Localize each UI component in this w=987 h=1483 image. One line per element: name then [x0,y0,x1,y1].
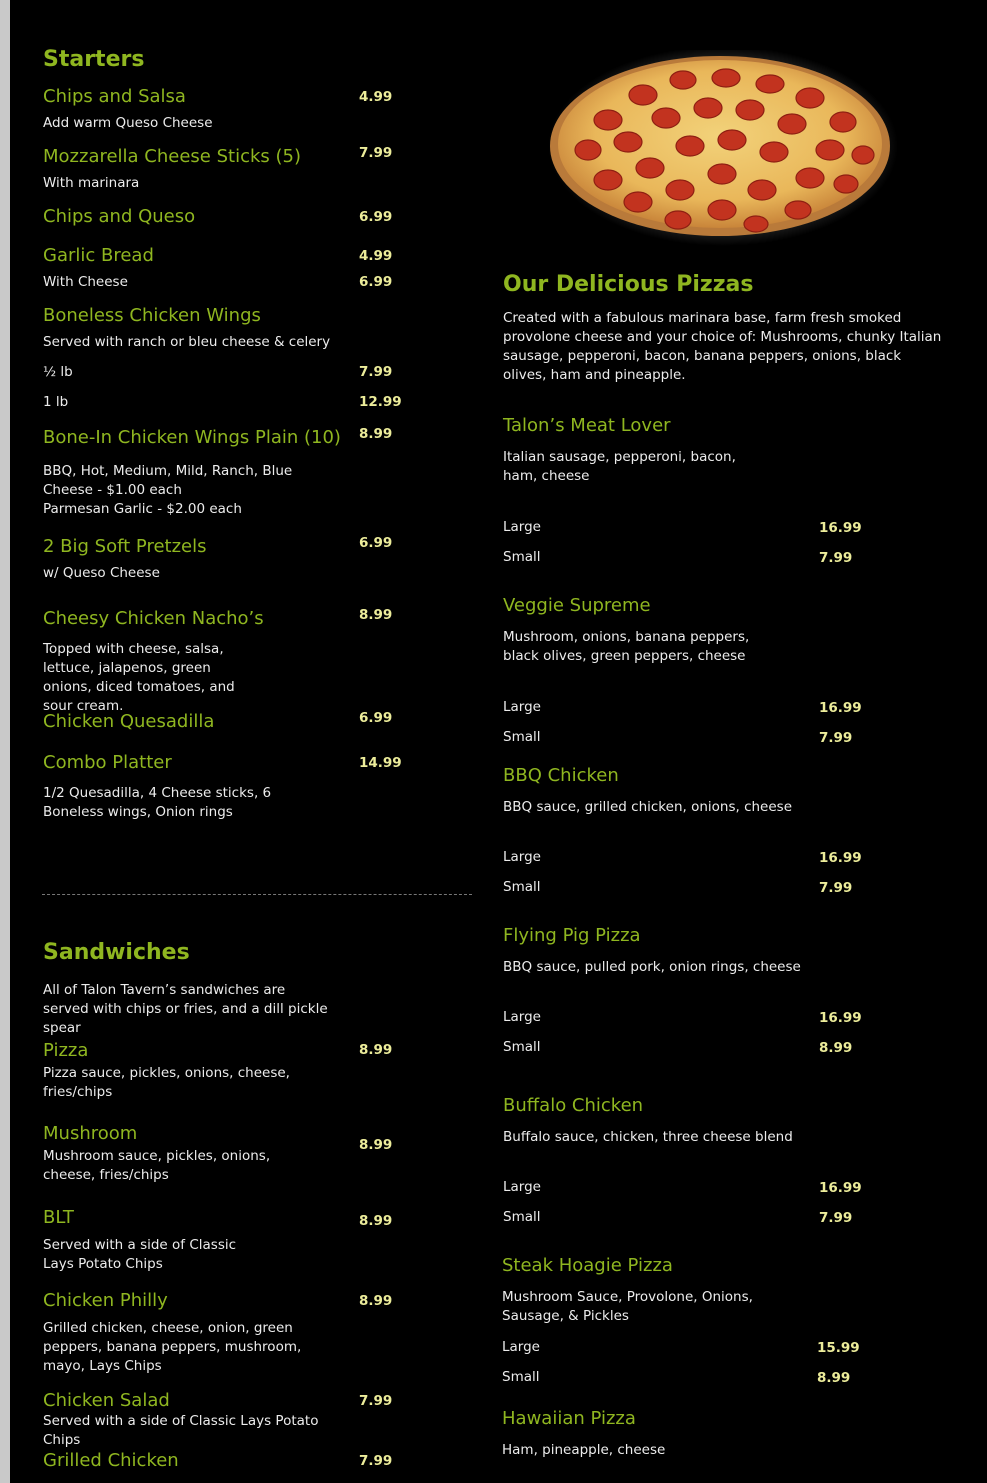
pizza-large-price: 16.99 [819,850,862,866]
sandwich-name: Grilled Chicken [43,1450,179,1471]
pizzas-heading: Our Delicious Pizzas [503,272,754,297]
pizza-large-label: Large [503,519,541,535]
starter-name: Chips and Salsa [43,86,186,107]
starter-option-label: 1 lb [43,394,69,410]
pizza-name: Talon’s Meat Lover [503,415,671,436]
starter-name: Boneless Chicken Wings [43,305,261,326]
pizza-small-label: Small [503,549,541,565]
pizza-large-label: Large [503,1009,541,1025]
pizza-small-price: 7.99 [819,1210,853,1226]
sandwich-desc: Served with a side of Classic Lays Potato Chips [43,1237,237,1272]
pizzas-intro: Created with a fabulous marinara base, farm fresh smoked provolone cheese and your choice of: Mushrooms, chunky Italian sausage, pepperoni, bacon, banana peppers, onions, black olives, ham and pineapple. [503,310,942,383]
pizza-small-label: Small [503,1039,541,1055]
starter-name: Bone-In Chicken Wings Plain (10) [43,427,341,448]
pizza-large-price: 16.99 [819,1180,862,1196]
starter-name: Chicken Quesadilla [43,711,215,732]
pizza-small-label: Small [503,729,541,745]
starter-desc: w/ Queso Cheese [43,565,160,581]
pizza-large-price: 16.99 [819,1010,862,1026]
starter-name: Cheesy Chicken Nacho’s [43,608,264,629]
pizza-large-label: Large [503,849,541,865]
pizza-large-price: 15.99 [817,1340,860,1356]
pizza-name: Steak Hoagie Pizza [502,1255,673,1276]
pizza-small-label: Small [503,1209,541,1225]
sandwich-name: Chicken Philly [43,1290,168,1311]
pizza-small-price: 7.99 [819,880,853,896]
pizza-small-price: 8.99 [817,1370,851,1386]
starter-name: Garlic Bread [43,245,154,266]
sandwich-name: Chicken Salad [43,1390,170,1411]
left-edge-strip [0,0,10,1483]
pizza-large-label: Large [502,1339,540,1355]
starters-heading: Starters [43,47,145,72]
sandwiches-intro: All of Talon Tavern’s sandwiches are served with chips or fries, and a dill pickle spear [43,982,328,1036]
starter-price: 6.99 [359,209,393,225]
starter-sub-price: 6.99 [359,274,393,290]
pizza-desc: BBQ sauce, pulled pork, onion rings, cheese [503,959,801,975]
starter-name: Chips and Queso [43,206,196,227]
pizza-large-price: 16.99 [819,700,862,716]
starter-desc: Parmesan Garlic - $2.00 each [43,501,242,517]
pizza-desc: Italian sausage, pepperoni, bacon, ham, cheese [503,449,736,484]
section-divider [42,894,472,895]
pizza-name: BBQ Chicken [503,765,619,786]
pepperoni-pizza-image [548,50,898,246]
pizza-large-label: Large [503,699,541,715]
pizza-desc: BBQ sauce, grilled chicken, onions, cheese [503,799,793,815]
pizza-name: Buffalo Chicken [503,1095,644,1116]
sandwich-name: Mushroom [43,1123,138,1144]
starter-price: 8.99 [359,607,393,623]
sandwich-price: 7.99 [359,1453,393,1469]
sandwich-desc: Mushroom sauce, pickles, onions, cheese, fries/chips [43,1148,271,1183]
sandwich-desc: Served with a side of Classic Lays Potato Chips [43,1413,319,1448]
sandwiches-heading: Sandwiches [43,940,190,965]
pizza-desc: Mushroom, onions, banana peppers, black olives, green peppers, cheese [503,629,750,664]
starter-option-price: 12.99 [359,394,402,410]
starter-desc: Served with ranch or bleu cheese & celery [43,334,331,350]
starter-price: 8.99 [359,426,393,442]
sandwich-desc: Grilled chicken, cheese, onion, green peppers, banana peppers, mushroom, mayo, Lays Chips [43,1320,302,1374]
starter-option-label: ½ lb [43,364,73,380]
pizza-desc: Mushroom Sauce, Provolone, Onions, Sausage, & Pickles [502,1289,753,1324]
starter-desc: 1/2 Quesadilla, 4 Cheese sticks, 6 Boneless wings, Onion rings [43,785,272,820]
starter-sub-label: With Cheese [43,274,128,290]
pizza-small-label: Small [503,879,541,895]
starter-name: 2 Big Soft Pretzels [43,536,207,557]
starter-price: 4.99 [359,89,393,105]
sandwich-price: 8.99 [359,1042,393,1058]
starter-desc: Topped with cheese, salsa, lettuce, jalapenos, green onions, diced tomatoes, and sour cream. [43,641,235,714]
sandwich-desc: Pizza sauce, pickles, onions, cheese, fries/chips [43,1065,290,1100]
sandwich-price: 8.99 [359,1137,393,1153]
starter-desc: BBQ, Hot, Medium, Mild, Ranch, Blue Cheese - $1.00 each [43,463,293,498]
pizza-desc: Buffalo sauce, chicken, three cheese blend [503,1129,793,1145]
sandwich-price: 8.99 [359,1213,393,1229]
sandwich-price: 8.99 [359,1293,393,1309]
pizza-name: Veggie Supreme [503,595,651,616]
starter-price: 7.99 [359,145,393,161]
starter-name: Mozzarella Cheese Sticks (5) [43,146,302,167]
starter-name: Combo Platter [43,752,172,773]
starter-price: 14.99 [359,755,402,771]
pizza-name: Flying Pig Pizza [503,925,641,946]
pizza-small-price: 8.99 [819,1040,853,1056]
starter-option-price: 7.99 [359,364,393,380]
starter-price: 6.99 [359,535,393,551]
pizza-large-label: Large [503,1179,541,1195]
starter-desc: With marinara [43,175,140,191]
sandwich-name: Pizza [43,1040,89,1061]
pizza-small-price: 7.99 [819,730,853,746]
sandwich-name: BLT [43,1207,74,1228]
sandwich-price: 7.99 [359,1393,393,1409]
pizza-name: Hawaiian Pizza [502,1408,636,1429]
pizza-small-price: 7.99 [819,550,853,566]
starter-price: 4.99 [359,248,393,264]
pizza-large-price: 16.99 [819,520,862,536]
starter-price: 6.99 [359,710,393,726]
pizza-desc: Ham, pineapple, cheese [502,1442,666,1458]
pizza-small-label: Small [502,1369,540,1385]
starter-desc: Add warm Queso Cheese [43,115,213,131]
